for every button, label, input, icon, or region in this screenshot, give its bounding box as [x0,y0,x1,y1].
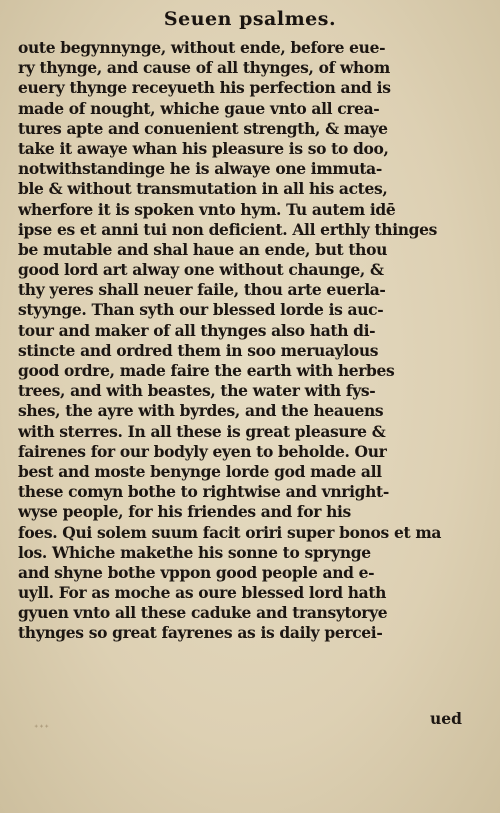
text-line: wyse people, for his friendes and for his [18,502,351,522]
text-line: ble & without transmutation in all his actes, [18,179,388,199]
text-line: uyll. For as moche as oure blessed lord hath [18,583,387,603]
text-line: fairenes for our bodyly eyen to beholde. Our [18,441,387,461]
text-line: take it awaye whan his pleasure is so to doo, [18,138,389,158]
catchword: ued [430,709,462,728]
blank-margin [0,740,500,813]
text-line: wherfore it is spoken vnto hym. Tu autem idē [18,199,396,219]
text-line: ry thynge, and cause of all thynges, of whom [18,58,390,78]
text-line: euery thynge receyueth his perfection and is [18,78,391,98]
running-title: Seuen psalmes. [163,8,337,30]
text-line: foes. Qui solem suum facit oriri super bonos et ma [18,522,442,542]
text-line: tures apte and conuenient strength, & maye [18,118,388,138]
text-line: good ordre, made faire the earth with herbes [18,361,395,380]
text-line: with sterres. In all these is great pleasure & [18,421,386,441]
text-line: made of nought, whiche gaue vnto all crea- [18,98,380,118]
text-line: los. Whiche makethe his sonne to sprynge [18,542,371,562]
text-line: thynges so great fayrenes as is daily percei- [18,623,383,643]
text-line: and shyne bothe vppon good people and e- [18,562,375,582]
text-line: these comyn bothe to rightwise and vnright- [18,482,389,502]
text-line: notwithstandinge he is alwaye one immuta- [18,159,382,179]
text-line: trees, and with beastes, the water with fys- [18,381,376,401]
text-line: ipse es et anni tui non deficient. All erthly thinges [18,219,438,239]
text-line: gyuen vnto all these caduke and transytorye [18,603,388,623]
text-line: best and moste benynge lorde god made all [18,461,382,481]
text-line: oute begynnynge, without ende, before eue- [18,38,386,57]
text-line: thy yeres shall neuer faile, thou arte euerla- [18,280,386,300]
body-text [18,38,484,644]
text-line: good lord art alway one without chaunge, & [18,260,384,280]
text-line: shes, the ayre with byrdes, and the heauens [18,401,384,421]
text-line: stincte and ordred them in soo meruaylous [18,340,379,360]
signature-mark: ᐩᐩᐩ [34,722,50,735]
text-line: styynge. Than syth our blessed lorde is auc- [18,300,384,320]
text-line: tour and maker of all thynges also hath di- [18,320,376,340]
text-line: be mutable and shal haue an ende, but thou [18,239,387,259]
